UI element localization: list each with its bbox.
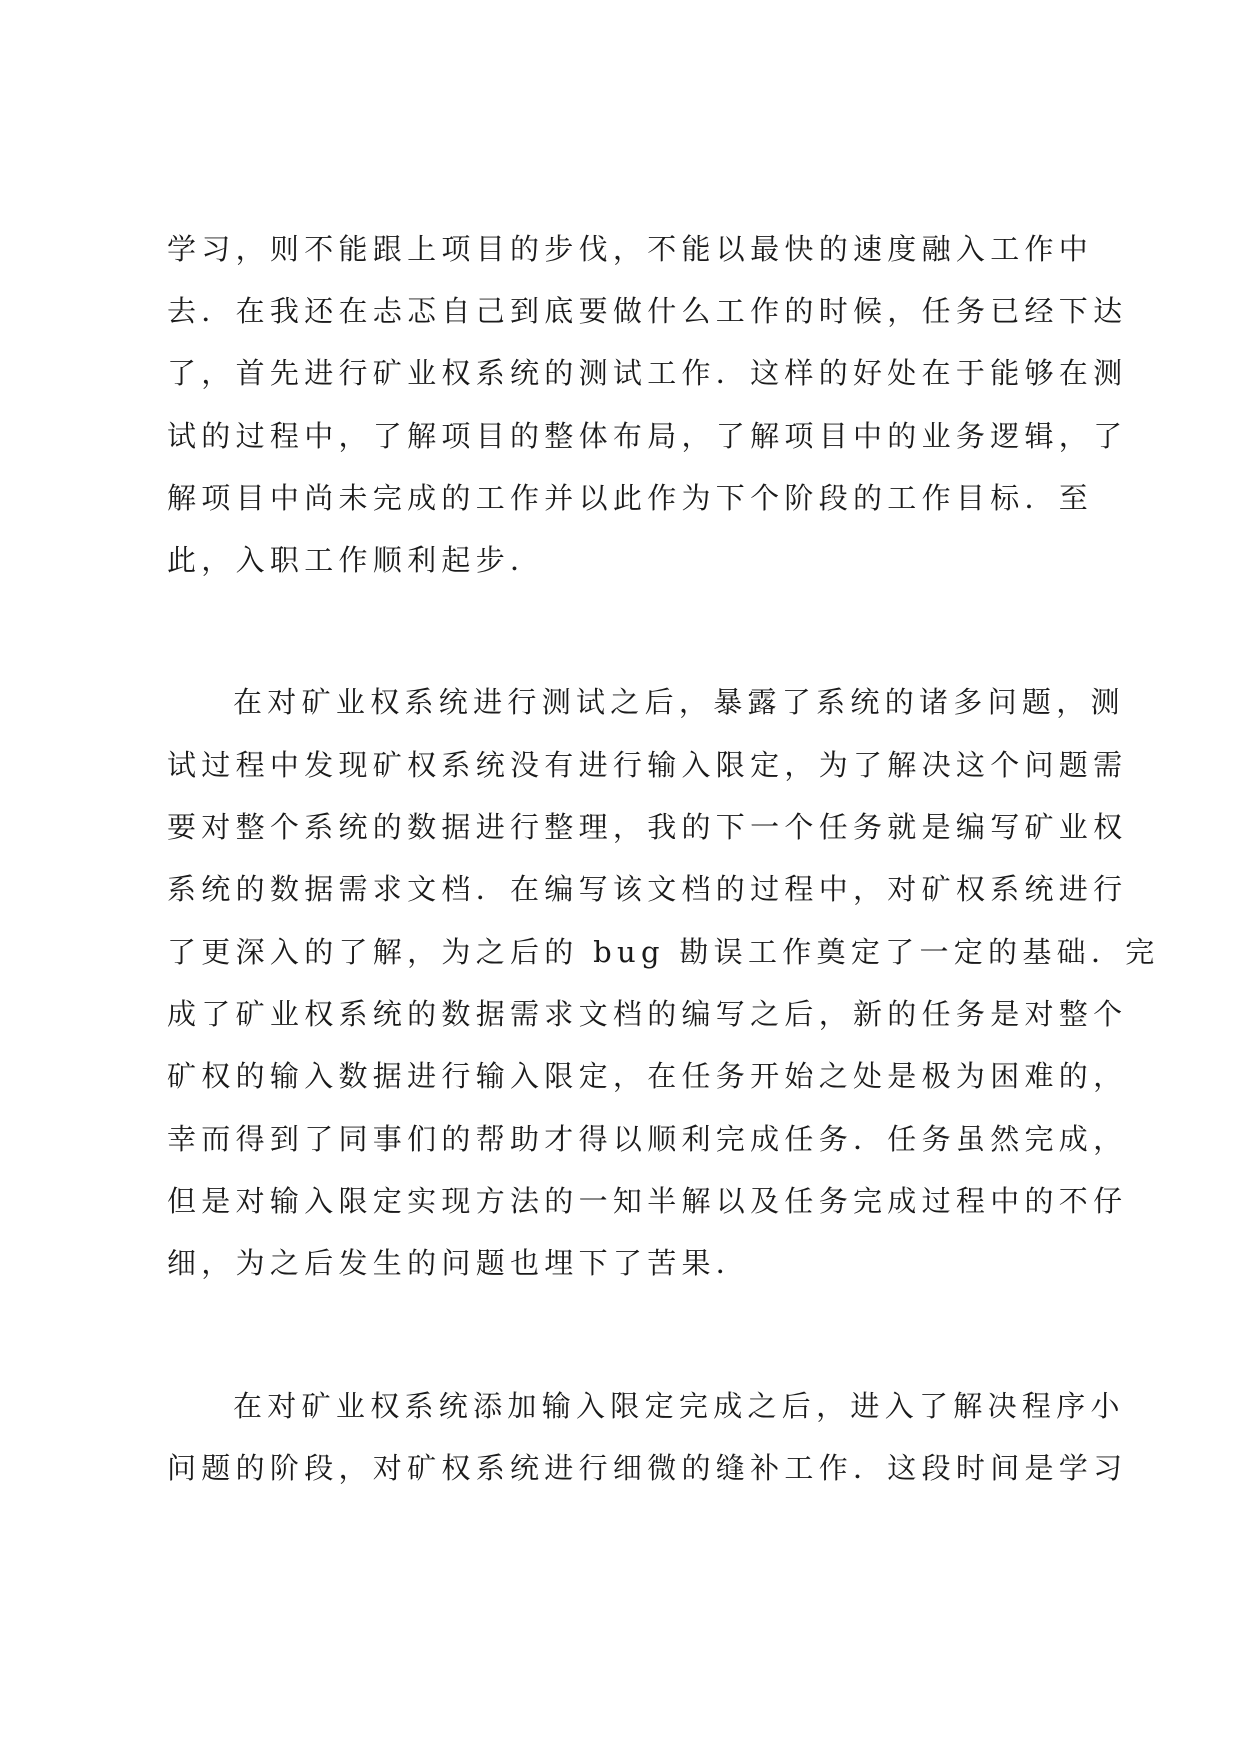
paragraph-2-line-6: 成了矿业权系统的数据需求文档的编写之后，新的任务是对整个 bbox=[167, 997, 1128, 1031]
paragraph-1-line-3: 了，首先进行矿业权系统的测试工作．这样的好处在于能够在测 bbox=[167, 356, 1128, 390]
paragraph-1-line-5: 解项目中尚未完成的工作并以此作为下个阶段的工作目标．至 bbox=[167, 481, 1094, 515]
paragraph-2-line-4: 系统的数据需求文档．在编写该文档的过程中，对矿权系统进行 bbox=[167, 872, 1128, 906]
paragraph-1-line-2: 去．在我还在忐忑自己到底要做什么工作的时候，任务已经下达 bbox=[167, 294, 1128, 328]
paragraph-2-line-7: 矿权的输入数据进行输入限定，在任务开始之处是极为困难的， bbox=[167, 1059, 1128, 1093]
paragraph-3-line-2: 问题的阶段，对矿权系统进行细微的缝补工作．这段时间是学习 bbox=[167, 1451, 1128, 1485]
paragraph-2-line-1: 在对矿业权系统进行测试之后，暴露了系统的诸多问题，测 bbox=[233, 685, 1125, 719]
paragraph-1-line-1: 学习，则不能跟上项目的步伐，不能以最快的速度融入工作中 bbox=[167, 232, 1094, 266]
paragraph-1-line-6: 此，入职工作顺利起步． bbox=[167, 543, 545, 577]
paragraph-2-line-2: 试过程中发现矿权系统没有进行输入限定，为了解决这个问题需 bbox=[167, 748, 1128, 782]
paragraph-2-line-3: 要对整个系统的数据进行整理，我的下一个任务就是编写矿业权 bbox=[167, 810, 1128, 844]
paragraph-2-line-10: 细，为之后发生的问题也埋下了苦果． bbox=[167, 1246, 751, 1280]
paragraph-3-line-1: 在对矿业权系统添加输入限定完成之后，进入了解决程序小 bbox=[233, 1389, 1125, 1423]
paragraph-2-line-8: 幸而得到了同事们的帮助才得以顺利完成任务．任务虽然完成， bbox=[167, 1122, 1128, 1156]
paragraph-2-line-9: 但是对输入限定实现方法的一知半解以及任务完成过程中的不仔 bbox=[167, 1184, 1128, 1218]
paragraph-1-line-4: 试的过程中，了解项目的整体布局，了解项目中的业务逻辑，了 bbox=[167, 419, 1128, 453]
paragraph-2-line-5: 了更深入的了解，为之后的 bug 勘误工作奠定了一定的基础．完 bbox=[167, 935, 1160, 969]
